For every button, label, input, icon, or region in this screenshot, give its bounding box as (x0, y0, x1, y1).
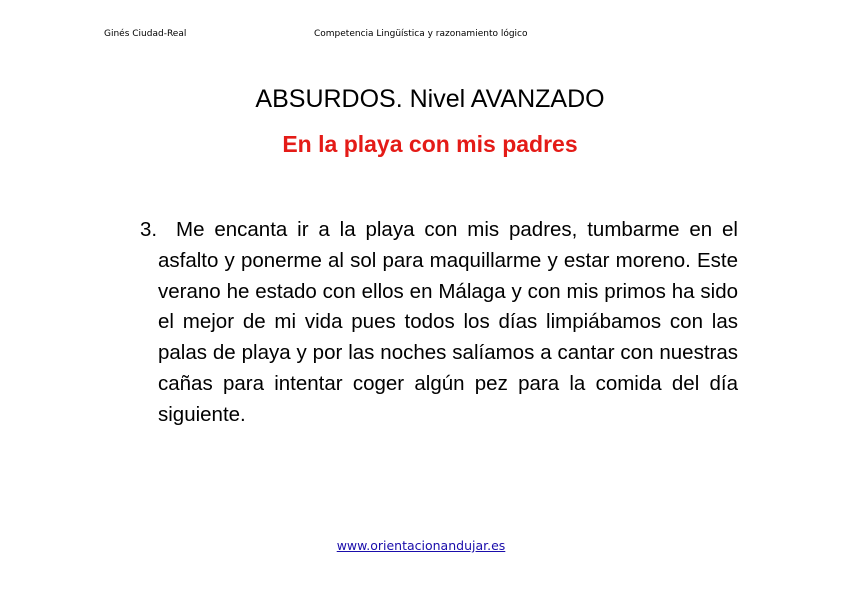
header-subject: Competencia Lingüística y razonamiento lógico (314, 29, 528, 39)
exercise-text: Me encanta ir a la playa con mis padres, tumbarme en el asfalto y ponerme al sol para maquillarme y estar moreno. Este verano he estado con ellos en Málaga y con mis primos ha sido el mejor de mi vida pues todos los días limpiábamos con las palas de playa y por las noches salíamos a cantar con nuestras cañas para intentar coger algún pez para la comida del día siguiente. (158, 218, 738, 426)
exercise-number: 3. (140, 218, 158, 241)
page-title: ABSURDOS. Nivel AVANZADO (255, 85, 605, 113)
exercise-paragraph (140, 215, 738, 431)
footer-website-link[interactable]: www.orientacionandujar.es (336, 538, 506, 553)
header-author: Ginés Ciudad-Real (104, 29, 187, 39)
page-subtitle: En la playa con mis padres (282, 131, 578, 157)
